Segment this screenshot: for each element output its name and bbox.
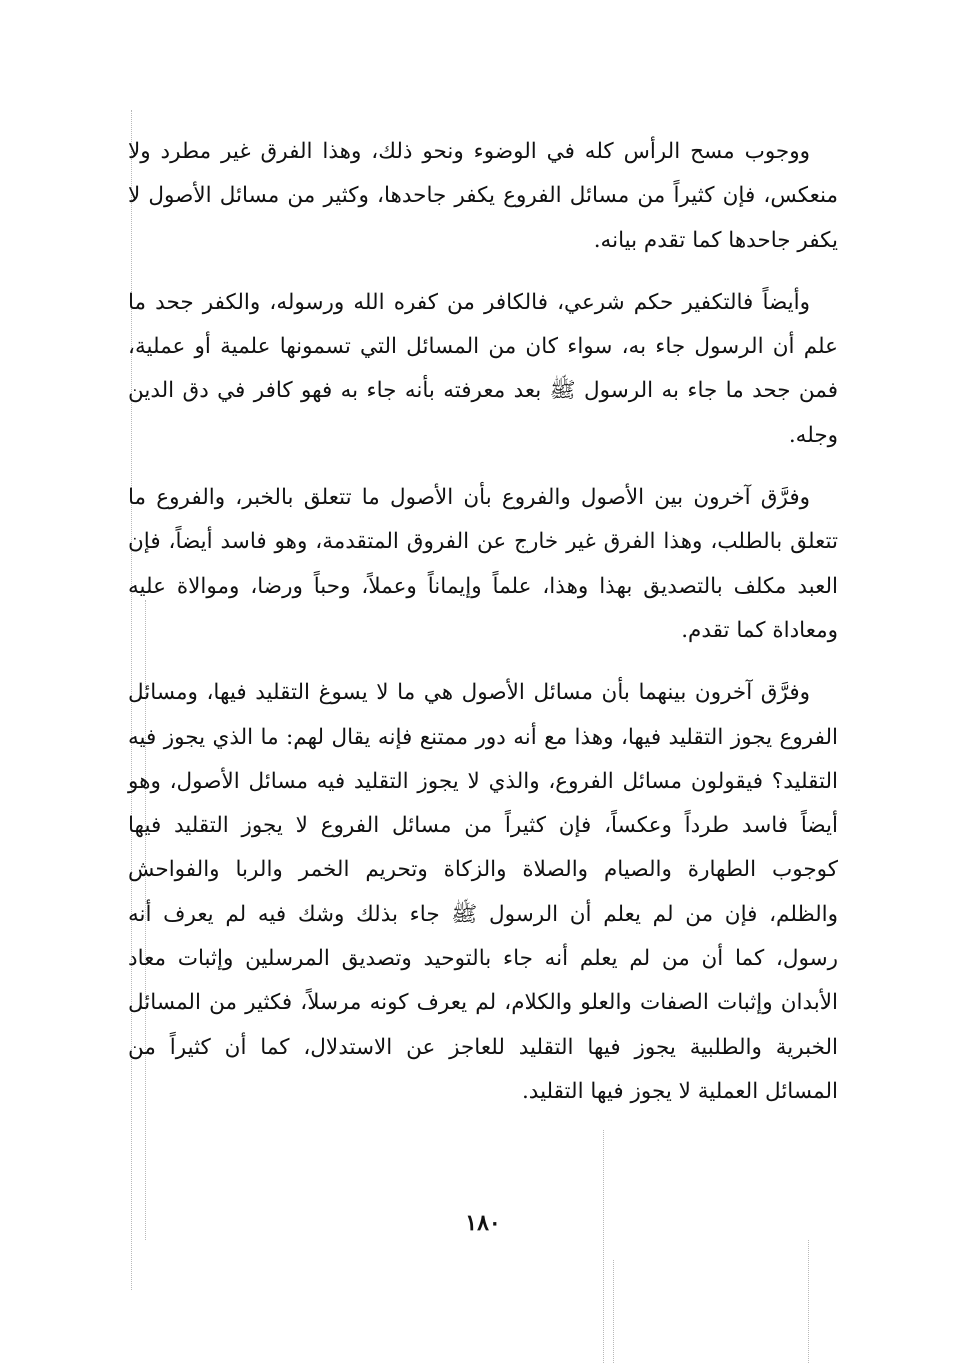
paragraph-3: وفرَّق آخرون بين الأصول والفروع بأن الأصول ما تتعلق بالخبر، والفروع ما تتعلق بالطلب، وهذا الفرق غير خارج عن الفروق المتقدمة، وهو فاسد أيضاً، فإن العبد مكلف بالتصديق بهذا وهذا، علماً وإيماناً وعملاً، وحباً ورضا، وموالاة عليه ومعاداة كما تقدم. — [128, 485, 838, 643]
body-text — [128, 130, 838, 1132]
scan-artifact-line — [603, 1130, 605, 1363]
paragraph-2: وأيضاً فالتكفير حكم شرعي، فالكافر من كفره الله ورسوله، والكفر جحد ما علم أن الرسول جاء به، سواء كان من المسائل التي تسمونها علمية أو عملية، فمن جحد ما جاء به الرسول ﷺ بعد معرفته بأنه جاء به فهو كافر في دق الدين وجله. — [128, 289, 838, 448]
scan-artifact-line — [808, 1240, 810, 1363]
paragraph-4: وفرَّق آخرون بينهما بأن مسائل الأصول هي ما لا يسوغ التقليد فيها، ومسائل الفروع يجوز التقليد فيها، وهذا مع أنه دور ممتنع فإنه يقال لهم: ما الذي يجوز فيه التقليد؟ فيقولون مسائل الفروع، والذي لا يجوز التقليد فيه مسائل الأصول، وهو أيضاً فاسد طرداً وعكساً، فإن كثيراً من مسائل الفروع لا يجوز التقليد فيها كوجوب الطهارة والصيام والصلاة والزكاة وتحريم الخمر والربا والفواحش والظلم، فإن من لم يعلم أن الرسول ﷺ جاء بذلك وشك فيه لم يعرف أنه رسول، كما أن من لم يعلم أنه جاء بالتوحيد وتصديق المرسلين وإثبات معاد الأبدان وإثبات الصفات والعلو والكلام، لم يعرف كونه مرسلاً، فكثير من المسائل الخبرية والطلبية يجوز فيها التقليد للعاجز عن الاستدلال، كما أن كثيراً من المسائل العملية لا يجوز فيها التقليد. — [128, 680, 838, 1104]
page-number: ١٨٠ — [465, 1210, 501, 1236]
paragraph-1: ووجوب مسح الرأس كله في الوضوء ونحو ذلك، وهذا الفرق غير مطرد ولا منعكس، فإن كثيراً من مسائل الفروع يكفر جاحدها، وكثير من مسائل الأصول لا يكفر جاحدها كما تقدم بيانه. — [128, 139, 838, 253]
scan-artifact-line — [613, 1260, 615, 1363]
